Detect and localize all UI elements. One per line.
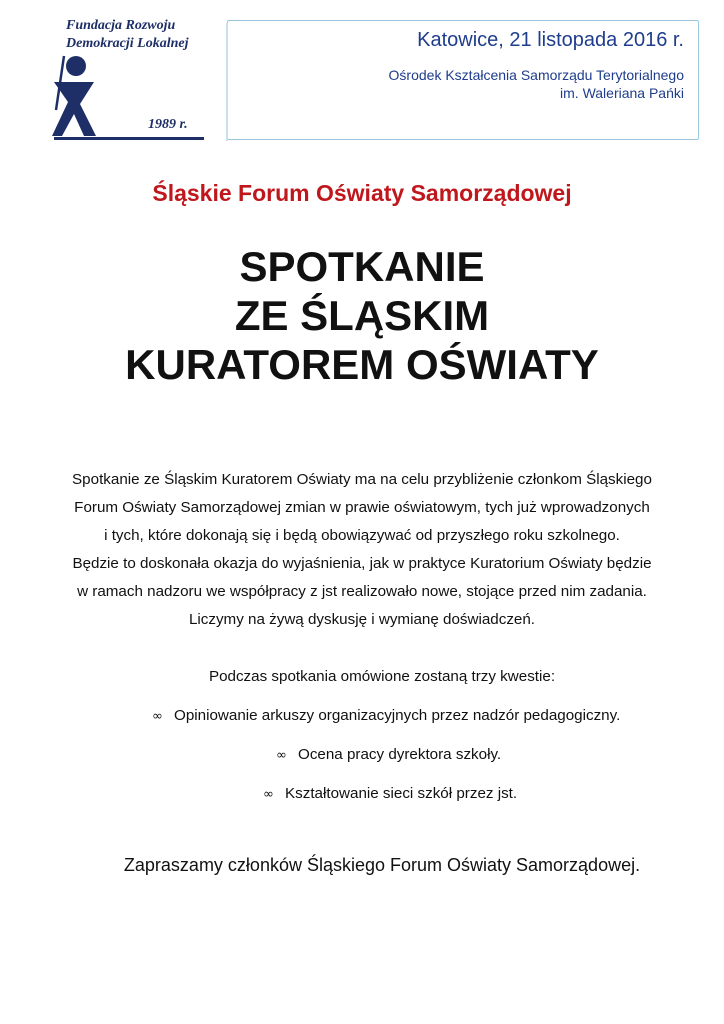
intro-paragraph — [50, 466, 674, 634]
logo-org-name-line2: Demokracji Lokalnej — [66, 36, 189, 51]
foundation-logo — [50, 16, 210, 140]
logo-org-name-line1: Fundacja Rozwoju — [66, 18, 176, 33]
issue-text: Opiniowanie arkuszy organizacyjnych przez nadzór pedagogiczny. — [174, 707, 621, 724]
issue-text: Ocena pracy dyrektora szkoły. — [298, 746, 502, 763]
infinity-bullet-icon: ∞ — [152, 709, 163, 724]
intro-line: Spotkanie ze Śląskim Kuratorem Oświaty ma na celu przybliżenie członkom Śląskiego — [72, 471, 652, 488]
intro-line: w ramach nadzoru we współpracy z jst realizowało nowe, stojące przed nim zadania. — [77, 583, 647, 600]
logo-year: 1989 r. — [148, 117, 188, 132]
institution-name-line1: Ośrodek Kształcenia Samorządu Terytorialnego — [388, 67, 684, 83]
title-line: SPOTKANIE — [239, 243, 485, 290]
intro-line: Forum Oświaty Samorządowej zmian w prawie oświatowym, tych już wprowadzonych — [74, 499, 650, 516]
closing-invitation: Zapraszamy członków Śląskiego Forum Oświaty Samorządowej. — [123, 855, 641, 875]
issue-item — [152, 707, 620, 724]
header-box — [227, 20, 699, 140]
intro-line: Liczymy na żywą dyskusję i wymianę doświadczeń. — [188, 611, 536, 628]
issue-text: Kształtowanie sieci szkół przez jst. — [285, 785, 518, 802]
institution-name-line2: im. Waleriana Pańki — [560, 85, 684, 101]
forum-heading: Śląskie Forum Oświaty Samorządowej — [152, 180, 572, 206]
infinity-bullet-icon: ∞ — [263, 787, 274, 802]
intro-line: i tych, które dokonają się i będą obowiązywać od przyszłego roku szkolnego. — [104, 527, 620, 544]
issues-intro: Podczas spotkania omówione zostaną trzy kwestie: — [208, 668, 556, 685]
document-date: Katowice, 21 listopada 2016 r. — [417, 29, 684, 51]
issue-item — [263, 785, 517, 802]
title-line: KURATOREM OŚWIATY — [125, 341, 599, 388]
title-line: ZE ŚLĄSKIM — [234, 292, 490, 339]
intro-line: Będzie to doskonała okazja do wyjaśnienia, jak w praktyce Kuratorium Oświaty będzie — [72, 555, 652, 572]
page-title — [0, 242, 724, 389]
issue-item — [276, 746, 501, 763]
logo-underline — [54, 137, 204, 140]
person-figure-icon — [50, 52, 110, 140]
infinity-bullet-icon: ∞ — [276, 748, 287, 763]
